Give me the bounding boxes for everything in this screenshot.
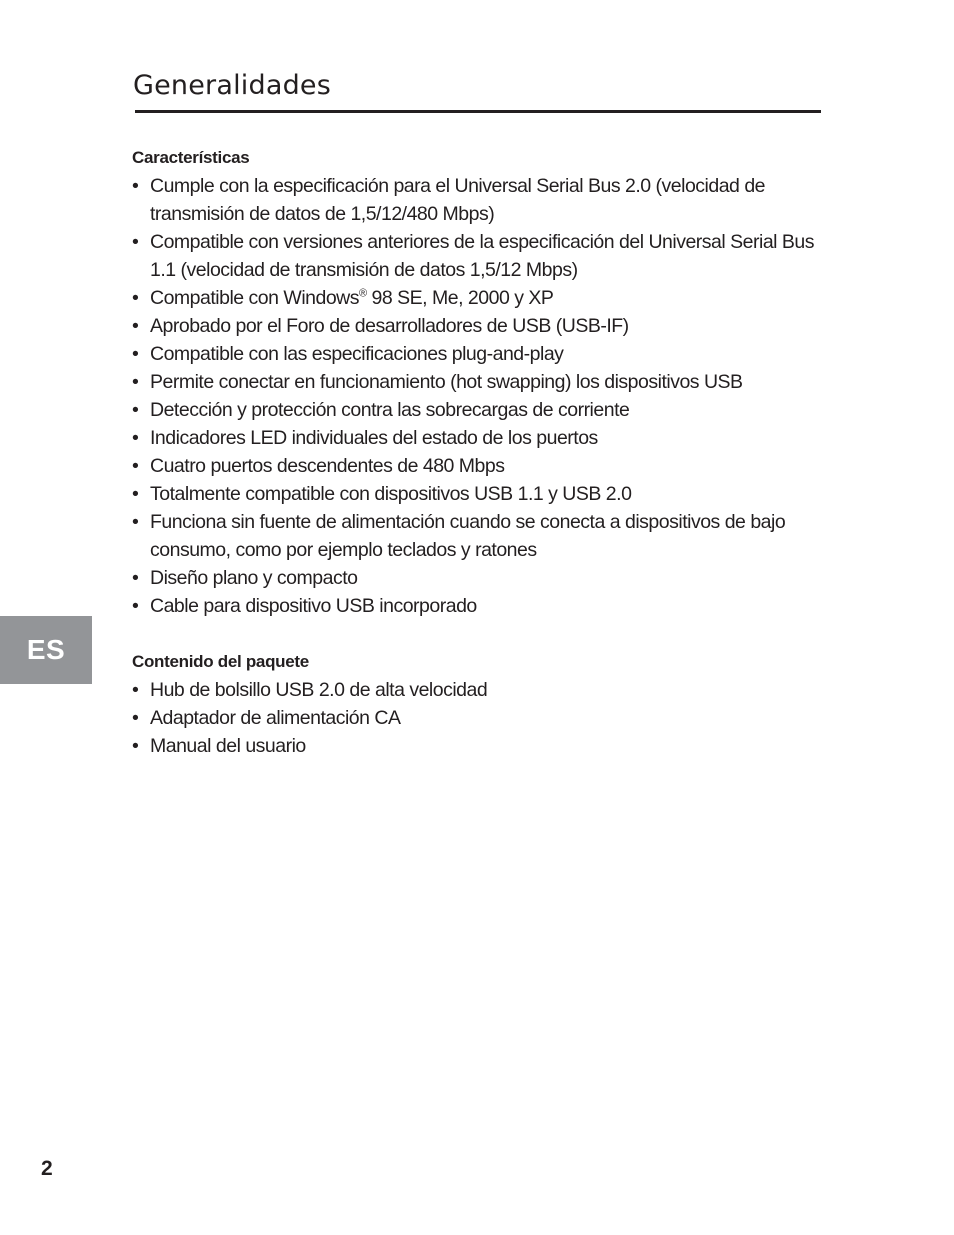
- bullet-icon: •: [132, 427, 139, 449]
- bullet-icon: •: [132, 679, 139, 701]
- bullet-icon: •: [132, 735, 139, 757]
- bullet-icon: •: [132, 567, 139, 589]
- list-item: [132, 564, 832, 592]
- section-spacer: [132, 620, 832, 648]
- list-item: [132, 704, 832, 732]
- list-item: [132, 480, 832, 508]
- bullet-icon: •: [132, 707, 139, 729]
- list-item-text: Aprobado por el Foro de desarrolladores de USB (USB-IF): [150, 315, 629, 337]
- page-title: Generalidades: [133, 70, 332, 101]
- bullet-icon: •: [132, 595, 139, 617]
- package-contents-list: [132, 676, 832, 760]
- language-tab-label: ES: [26, 634, 66, 665]
- list-item-text: Detección y protección contra las sobrecargas de corriente: [150, 399, 630, 421]
- bullet-icon: •: [132, 175, 139, 197]
- list-item-text: Cuatro puertos descendentes de 480 Mbps: [150, 455, 505, 477]
- list-item: [132, 452, 832, 480]
- list-item-text: Cumple con la especificación para el Universal Serial Bus 2.0 (velocidad de transmisión de datos de 1,5/12/480 Mbps): [150, 175, 766, 225]
- bullet-icon: •: [132, 371, 139, 393]
- page-number: 2: [41, 1157, 53, 1180]
- bullet-icon: •: [132, 483, 139, 505]
- list-item-text: Compatible con versiones anteriores de la especificación del Universal Serial Bus 1.1 (velocidad de transmisión de datos 1,5/12 Mbps): [150, 231, 815, 281]
- list-item: [132, 312, 832, 340]
- list-item: [132, 368, 832, 396]
- list-item-text: Permite conectar en funcionamiento (hot swapping) los dispositivos USB: [150, 371, 743, 393]
- features-heading: Características: [132, 148, 250, 167]
- bullet-icon: •: [132, 287, 139, 309]
- bullet-icon: •: [132, 343, 139, 365]
- package-contents-heading: Contenido del paquete: [132, 652, 309, 671]
- list-item: [132, 172, 832, 228]
- list-item-text: Funciona sin fuente de alimentación cuando se conecta a dispositivos de bajo consumo, como por ejemplo teclados y ratones: [150, 511, 786, 561]
- list-item-text: Manual del usuario: [150, 735, 306, 757]
- page-content: [132, 144, 832, 760]
- list-item: [132, 228, 832, 284]
- list-item-text: Diseño plano y compacto: [150, 567, 358, 589]
- list-item-text: Totalmente compatible con dispositivos USB 1.1 y USB 2.0: [150, 483, 632, 505]
- list-item-text: Cable para dispositivo USB incorporado: [150, 595, 477, 617]
- bullet-icon: •: [132, 315, 139, 337]
- list-item-text: Indicadores LED individuales del estado de los puertos: [150, 427, 598, 449]
- list-item: [132, 424, 832, 452]
- list-item: [132, 676, 832, 704]
- list-item-text: Compatible con las especificaciones plug-and-play: [150, 343, 564, 365]
- bullet-icon: •: [132, 511, 139, 533]
- list-item: [132, 508, 832, 564]
- list-item-text: Hub de bolsillo USB 2.0 de alta velocidad: [150, 679, 488, 701]
- list-item-text: Compatible con Windows® 98 SE, Me, 2000 y XP: [150, 287, 554, 309]
- bullet-icon: •: [132, 399, 139, 421]
- list-item: [132, 592, 832, 620]
- language-tab: [0, 616, 92, 684]
- list-item: [132, 340, 832, 368]
- list-item: [132, 284, 832, 312]
- bullet-icon: •: [132, 455, 139, 477]
- list-item: [132, 732, 832, 760]
- features-list: [132, 172, 832, 620]
- list-item-text: Adaptador de alimentación CA: [150, 707, 401, 729]
- list-item: [132, 396, 832, 424]
- bullet-icon: •: [132, 231, 139, 253]
- title-divider: [135, 110, 821, 113]
